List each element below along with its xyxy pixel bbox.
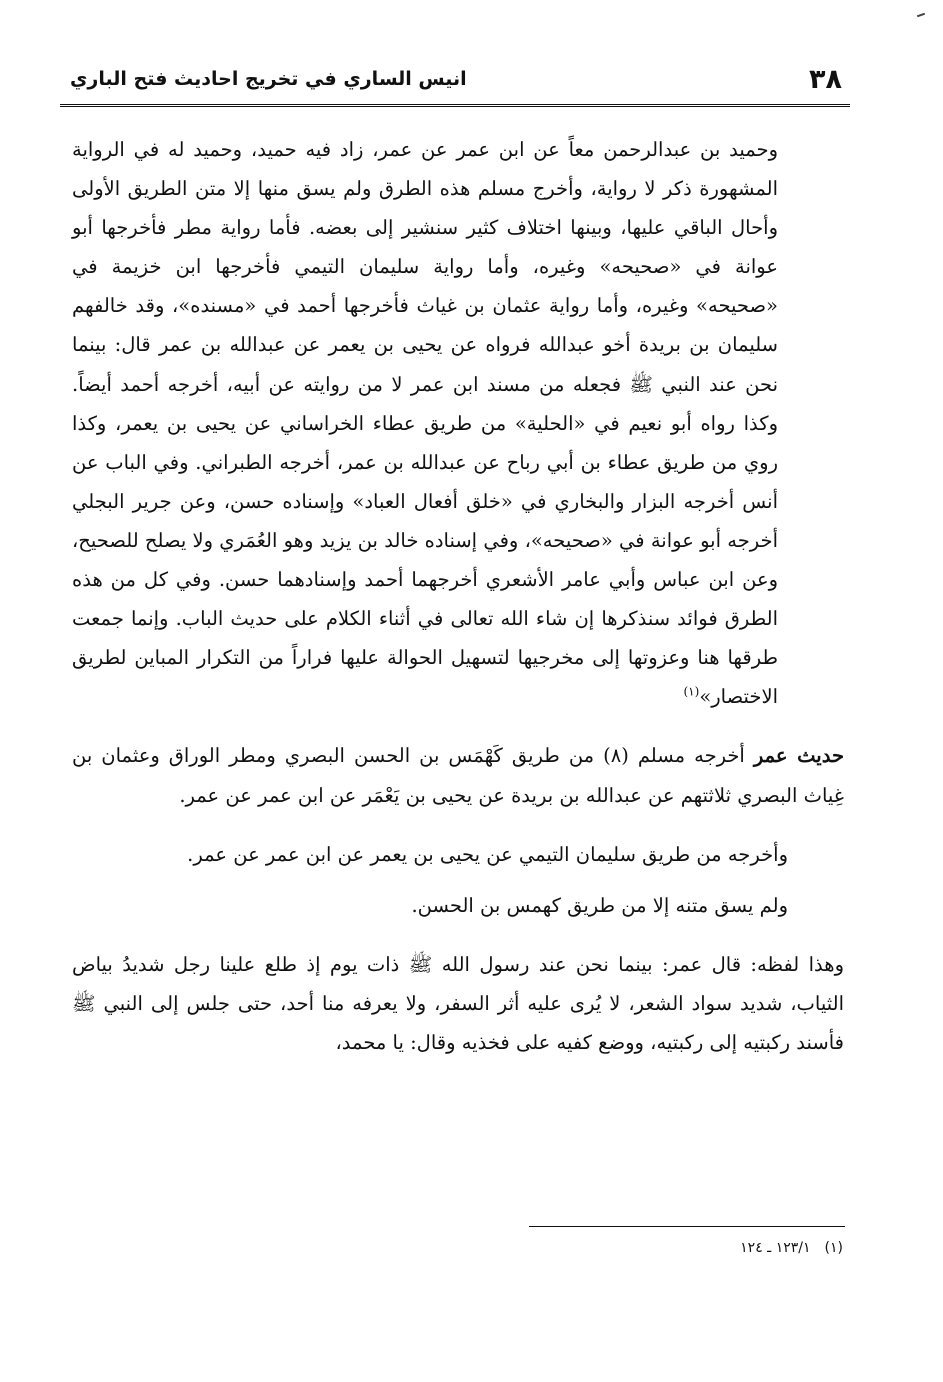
scan-speck [917, 13, 925, 18]
paragraph-kahmas-route: ولم يسق متنه إلا من طريق كهمس بن الحسن. [411, 893, 788, 917]
paragraph-text: وحميد بن عبدالرحمن معاً عن ابن عمر عن عمر، زاد فيه حميد، وحميد له في الرواية المشهورة ذكر لا رواية، وأخرج مسلم هذه الطرق ولم يسق منها إلا متن الطريق الأولى وأحال الباقي عليها، وبينها اختلاف كثير سنشير إلى بعضه. فأما رواية مطر فأخرجها أبو عوانة في «صحيحه» وغيره، وأما رواية سليمان التيمي فأخرجها ابن خزيمة في «صحيحه» وغيره، وأما رواية عثمان بن غياث فأخرجها أحمد في «مسنده»، وقد خالفهم سليمان بن بريدة أخو عبدالله فرواه عن يحيى بن يعمر عن عبدالله بن عمر قال: بينما نحن عند النبي ﷺ فجعله من مسند ابن عمر لا من روايته عن أبيه، أخرجه أحمد أيضاً. وكذا رواه أبو نعيم في «الحلية» من طريق عطاء الخراساني عن يحيى بن يعمر، وكذا روي من طريق عطاء بن أبي رباح عن عبدالله بن عمر، أخرجه الطبراني. وفي الباب عن أنس أخرجه البزار والبخاري في «خلق أفعال العباد» وإسناده حسن، وعن جرير البجلي أخرجه أبو عوانة في «صحيحه»، وفي إسناده خالد بن يزيد وهو العُمَري ولا يصلح للصحيح، وعن ابن عباس وأبي عامر الأشعري أخرجهما أحمد وإسنادهما حسن. وفي كل من هذه الطرق فوائد سنذكرها إن شاء الله تعالى في أثناء الكلام على حديث الباب. وإنما جمعت طرقها هنا وعزوتها إلى مخرجيها لتسهيل الحوالة عليها فراراً من التكرار المباين لطريق الاختصار» [72, 138, 778, 709]
paragraph-text: أخرجه مسلم (٨) من طريق كَهْمَس بن الحسن البصري ومطر الوراق وعثمان بن غِياث البصري ثلاثتهم عن عبدالله بن بريدة عن يحيى بن يَعْمَر عن ابن عمر عن عمر. [72, 744, 844, 807]
footnote [740, 1240, 843, 1256]
running-title: انيس الساري في تخريج احاديث فتح الباري [70, 68, 467, 90]
paragraph-hadith-umar [72, 736, 844, 814]
footnote-reference: (١) [683, 684, 700, 699]
paragraph-hadith-text: وهذا لفظه: قال عمر: بينما نحن عند رسول الله ﷺ ذات يوم إذ طلع علينا رجل شديدُ بياض الثياب، شديد سواد الشعر، لا يُرى عليه أثر السفر، ولا يعرفه منا أحد، حتى جلس إلى النبي ﷺ فأسند ركبتيه إلى ركبتيه، ووضع كفيه على فخذيه وقال: يا محمد، [72, 952, 844, 1054]
page-number: ٣٨ [809, 64, 842, 95]
paragraph-lead-heading: حديث عمر [753, 744, 845, 768]
footnote-text: ١٢٣/١ ـ ١٢٤ [740, 1240, 811, 1256]
footnote-mark: (١) [824, 1240, 843, 1256]
page-header [60, 62, 850, 107]
footnote-divider [529, 1226, 845, 1227]
main-text [72, 130, 844, 1062]
paragraph-taymi-route: وأخرجه من طريق سليمان التيمي عن يحيى بن يعمر عن ابن عمر عن عمر. [187, 842, 788, 866]
paragraph-quoted-sources [72, 130, 844, 716]
